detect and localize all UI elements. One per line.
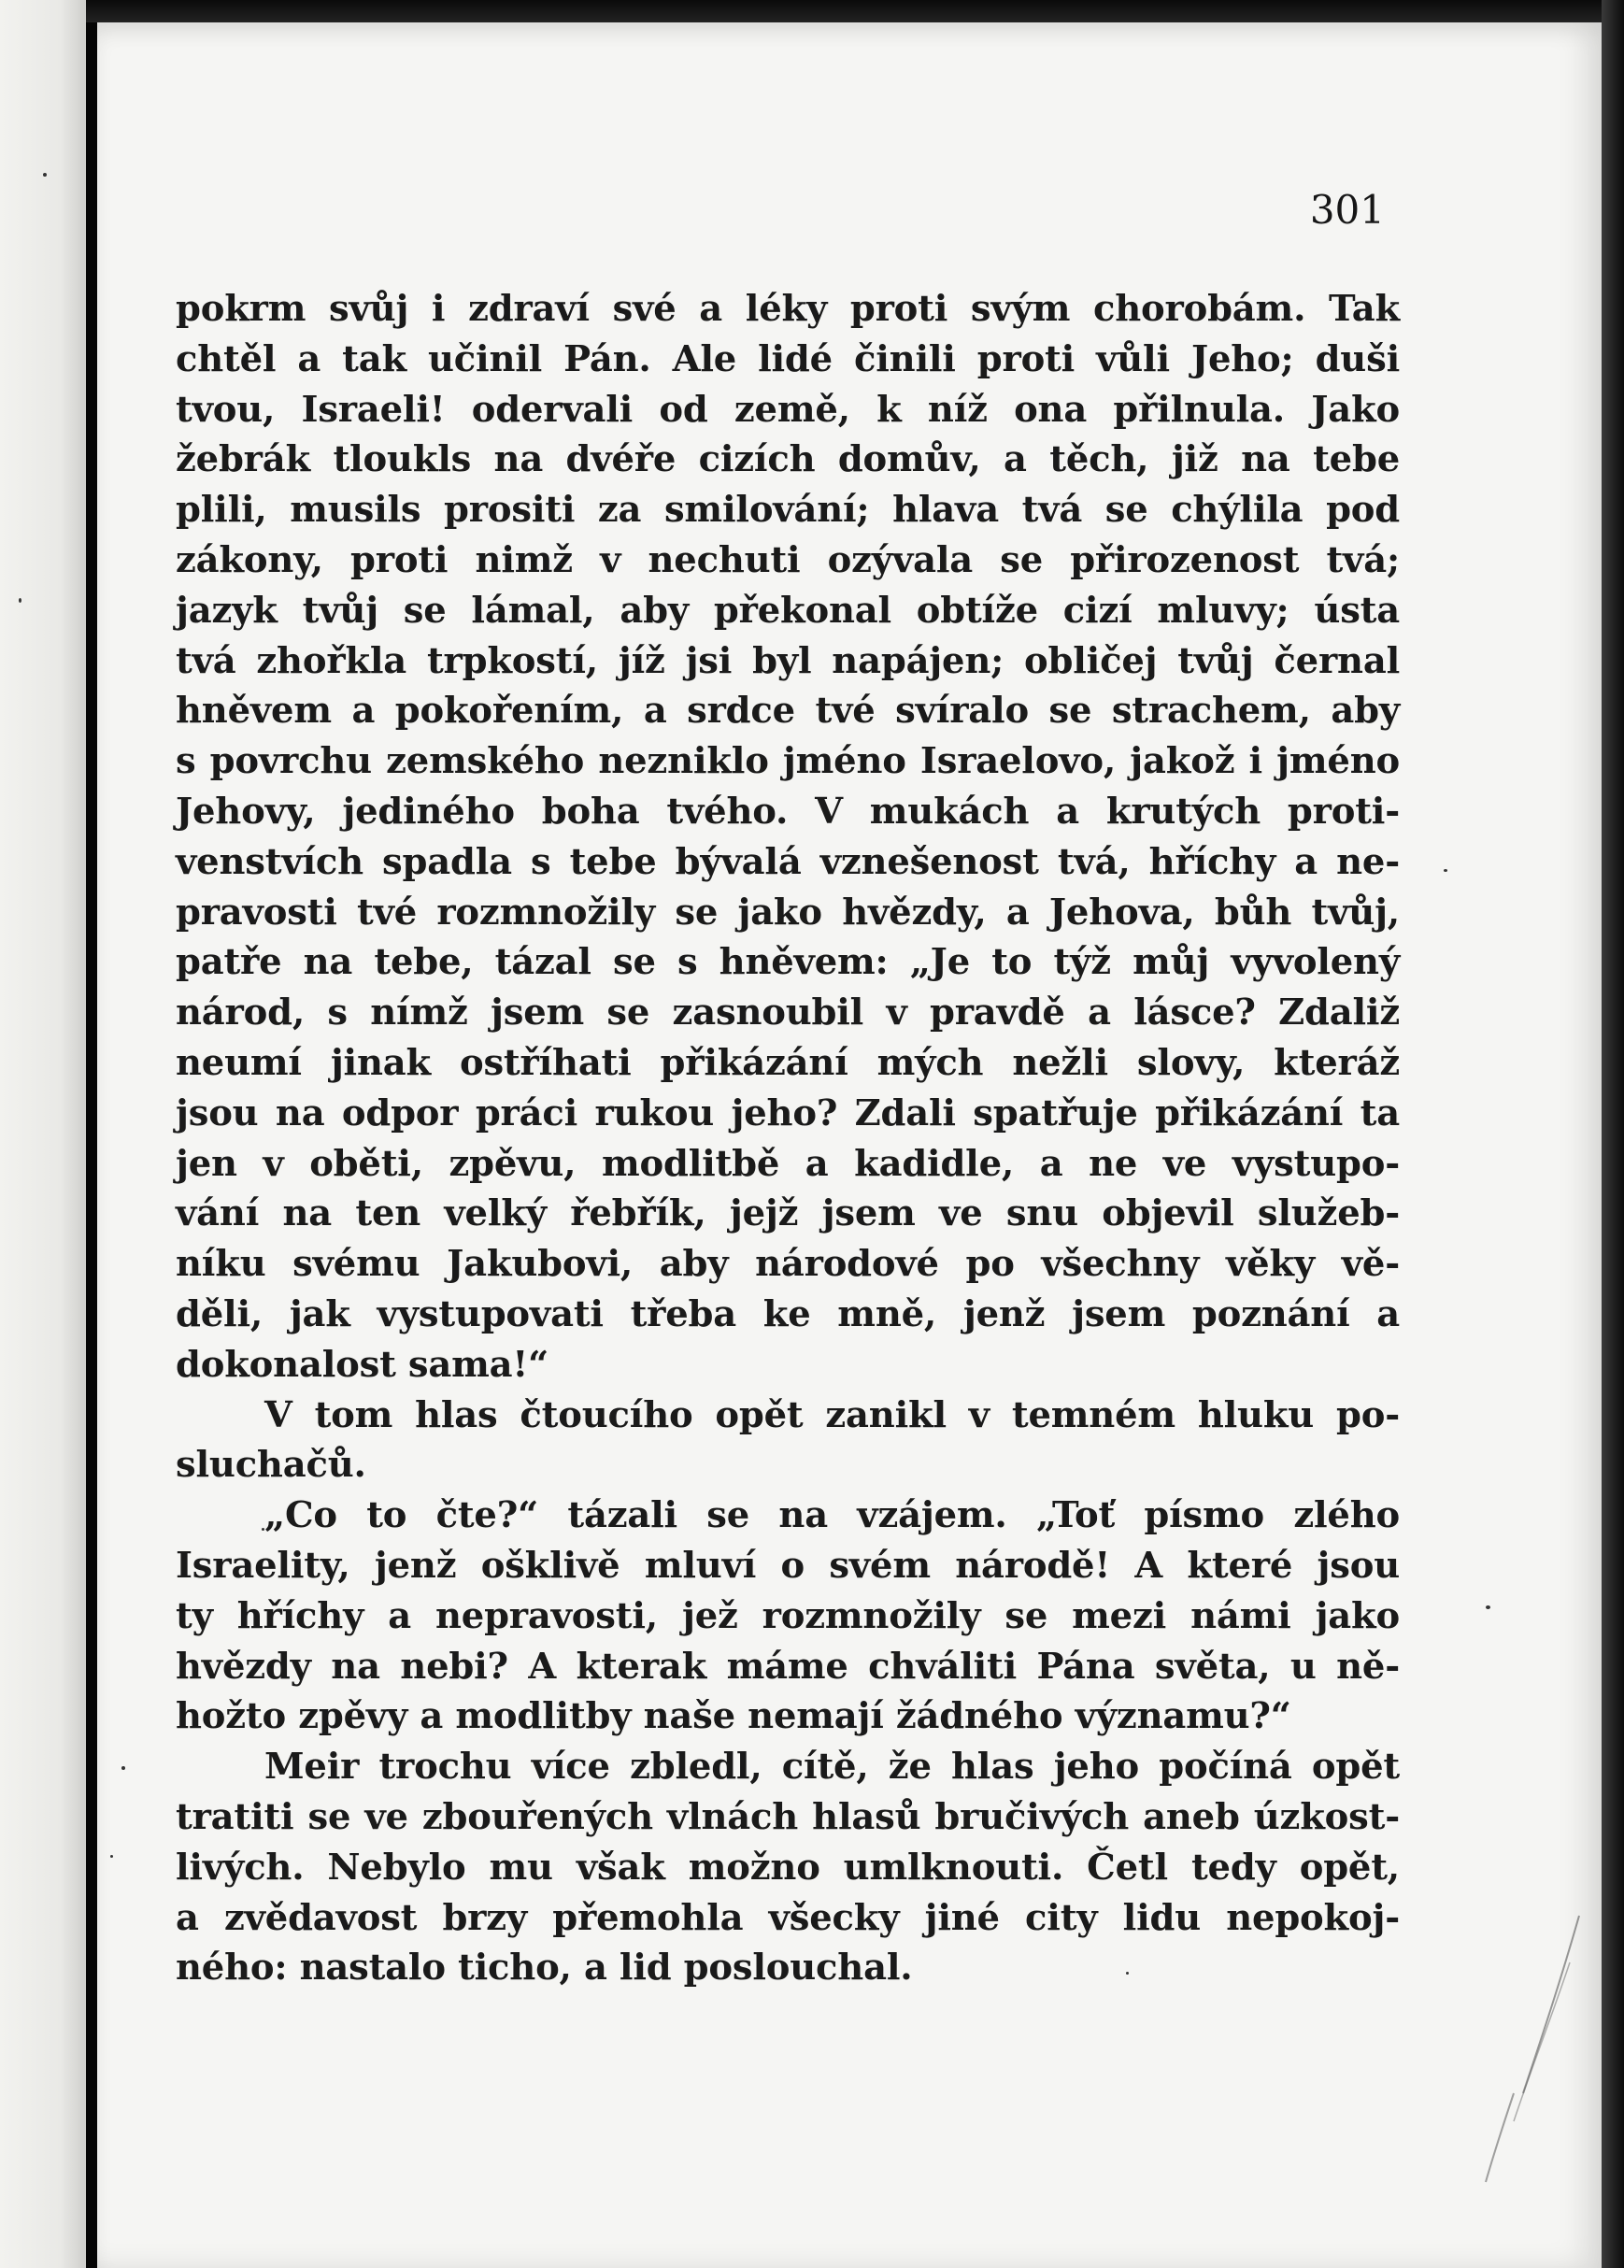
text-line: pokrm svůj i zdraví své a léky proti svým chorobám. Tak — [176, 288, 1400, 330]
text-line: jsou na odpor práci rukou jeho? Zdali spatřuje přikázání ta — [176, 1091, 1400, 1134]
paragraph-start-line: Meir trochu více zbledl, cítě, že hlas jeho počíná opět — [264, 1746, 1400, 1789]
text-line: s povrchu zemského nezniklo jméno Israelovo, jakož i jméno — [176, 740, 1400, 783]
text-line: a zvědavost brzy přemohla všecky jiné city lidu nepokoj- — [176, 1896, 1400, 1939]
dust-speck — [1126, 1972, 1129, 1975]
text-line: tvá zhořkla trpkostí, jíž jsi byl napájen; obličej tvůj černal — [176, 639, 1400, 682]
text-line: jazyk tvůj se lámal, aby překonal obtíže cizí mluvy; ústa — [176, 589, 1400, 632]
binding-gutter — [86, 0, 97, 2268]
body-text — [176, 284, 1400, 1993]
text-line: livých. Nebylo mu však možno umlknouti. Četl tedy opět, — [176, 1846, 1400, 1889]
text-line: děli, jak vystupovati třeba ke mně, jenž jsem poznání a — [176, 1292, 1400, 1335]
text-line: Israelity, jenž ošklivě mluví o svém národě! A které jsou — [176, 1544, 1400, 1587]
dust-speck — [19, 598, 21, 603]
text-line: zákony, proti nimž v nechuti ozývala se přirozenost tvá; — [176, 538, 1400, 581]
right-scan-border — [1602, 0, 1624, 2268]
paragraph-end-line: dokonalost sama!“ — [176, 1343, 549, 1386]
dust-speck — [110, 1855, 113, 1858]
text-line: níku svému Jakubovi, aby národové po všechny věky vě- — [176, 1243, 1400, 1286]
text-line: patře na tebe, tázal se s hněvem: „Je to týž můj vyvolený — [176, 941, 1400, 984]
text-line: neumí jinak ostříhati přikázání mých nežli slovy, kteráž — [176, 1041, 1400, 1084]
text-line: pravosti tvé rozmnožily se jako hvězdy, a Jehova, bůh tvůj, — [176, 891, 1400, 934]
dust-speck — [1444, 869, 1447, 872]
text-line: chtěl a tak učinil Pán. Ale lidé činili proti vůli Jeho; duši — [176, 337, 1400, 380]
text-line: plili, musils prositi za smilování; hlava tvá se chýlila pod — [176, 489, 1400, 532]
paragraph-end-line: hožto zpěvy a modlitby naše nemají žádného významu?“ — [176, 1695, 1291, 1738]
text-line: národ, s nímž jsem se zasnoubil v pravdě a lásce? Zdaliž — [176, 991, 1400, 1034]
text-line: venstvích spadla s tebe bývalá vznešenost tvá, hříchy a ne- — [176, 840, 1400, 883]
text-line: hněvem a pokořením, a srdce tvé svíralo se strachem, aby — [176, 690, 1400, 733]
dust-speck — [1486, 1605, 1490, 1609]
text-line: hvězdy na nebi? A kterak máme chváliti Pána světa, u ně- — [176, 1645, 1400, 1688]
page-number: 301 — [1309, 187, 1385, 233]
text-line: žebrák tloukls na dvéře cizích domův, a těch, již na tebe — [176, 438, 1400, 481]
paragraph-start-line: V tom hlas čtoucího opět zanikl v temném hluku po- — [264, 1393, 1400, 1436]
text-line: tvou, Israeli! odervali od země, k níž ona přilnula. Jako — [176, 388, 1400, 431]
text-line: vání na ten velký řebřík, jejž jsem ve snu objevil služeb- — [176, 1192, 1400, 1235]
paragraph-end-line: ného: nastalo ticho, a lid poslouchal. — [176, 1947, 913, 1990]
text-line: Jehovy, jediného boha tvého. V mukách a krutých proti- — [176, 790, 1400, 833]
text-line: tratiti se ve zbouřených vlnách hlasů bručivých aneb úzkost- — [176, 1795, 1400, 1838]
paragraph-start-line: „Co to čte?“ tázali se na vzájem. „Toť písmo zlého — [264, 1494, 1400, 1537]
text-line: jen v oběti, zpěvu, modlitbě a kadidle, a ne ve vystupo- — [176, 1142, 1400, 1185]
top-scan-border — [86, 0, 1624, 22]
text-line: ty hříchy a nepravosti, jež rozmnožily se mezi námi jako — [176, 1594, 1400, 1637]
paragraph-end-line: sluchačů. — [176, 1444, 366, 1487]
dust-speck — [43, 173, 47, 177]
facing-page-edge — [0, 0, 86, 2268]
dust-speck — [121, 1766, 125, 1770]
dust-speck — [262, 1528, 264, 1531]
